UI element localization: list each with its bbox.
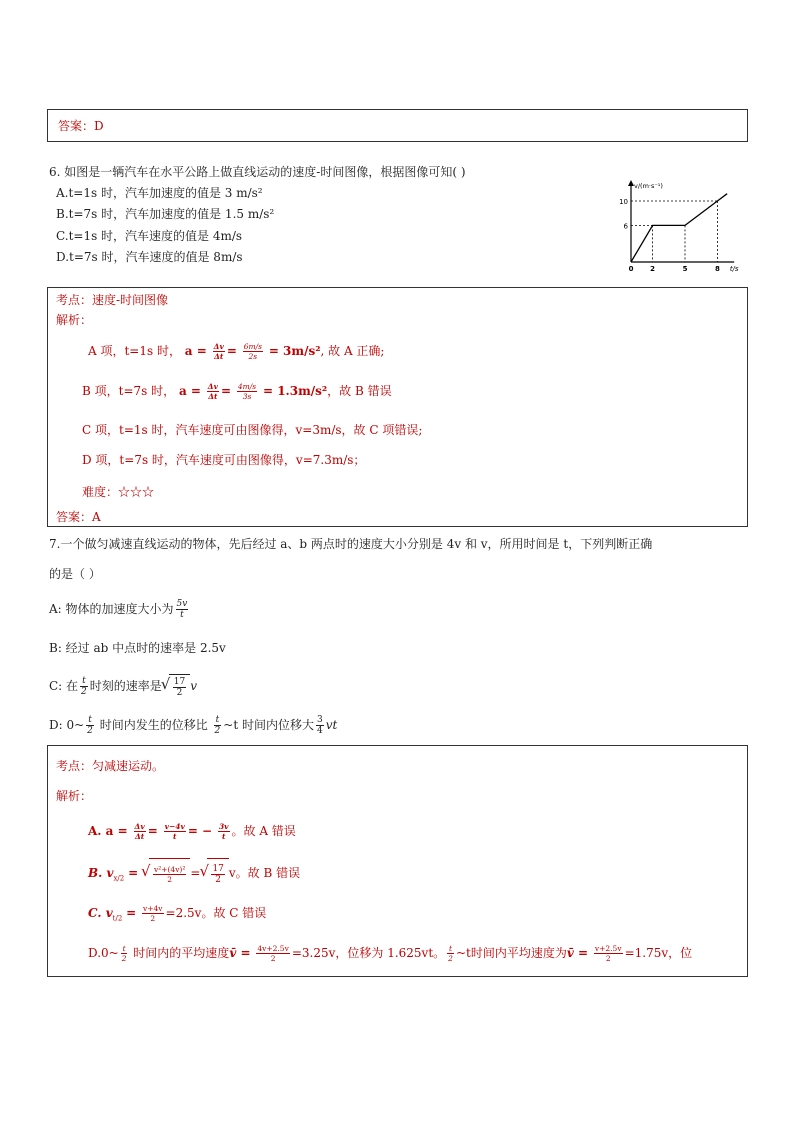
y-tick-label: 6 <box>623 222 628 231</box>
question-7-stem-line2: 的是（ ） <box>49 567 101 581</box>
analysis-b-suffix: ，故 B 错误 <box>327 384 392 398</box>
y-tick-label: 10 <box>619 198 628 206</box>
q6-option-a: A.t=1s 时，汽车加速度的值是 3 m/s² <box>56 186 263 200</box>
x-axis-label: t/s <box>729 265 739 273</box>
analysis-a: A 项，t=1s 时， a = $\frac{\Delta v}{\Delta t}$ = $\frac{6m/s}{2s}$ = 3m/s², 故 A 正确; <box>88 342 385 361</box>
fraction-6-2: $\frac{6m/s}{2s}$ <box>243 342 262 361</box>
q7-option-b: B: 经过 ab 中点时的速率是 2.5v <box>49 641 226 655</box>
question-6-stem: 6. 如图是一辆汽车在水平公路上做直线运动的速度-时间图像，根据图像可知( ) <box>49 165 466 179</box>
q6-option-b: B.t=7s 时，汽车加速度的值是 1.5 m/s² <box>56 207 275 221</box>
analysis-b: B. $v_{x/2}$ = √ $\frac{\text{v²+(4v)²}}{2}$ = √ $\frac{17}{2}$ v。故 B 错误 <box>88 858 300 893</box>
q7-option-d: D: 0~ $\frac{t}{2}$ 时间内发生的位移比 $\frac{t}{2}$ ~t 时间内位移大 $\frac{3}{4}$ vt <box>49 715 338 736</box>
analysis-b-result: = 1.3m/s² <box>262 384 328 398</box>
q7-option-c: C: 在 $\frac{t}{2}$ 时刻的速率是 √ $\frac{17}{2}$ v <box>49 674 197 699</box>
fraction-dv-dt: $\frac{\Delta v}{\Delta t}$ <box>213 342 224 361</box>
analysis-b-lhs: a = <box>178 384 201 398</box>
analysis-d: D.0~ $\frac{t}{2}$ 时间内的平均速度v̄ = $\frac{4v+2.5v}{2}$ =3.25v，位移为 1.625vt。 $\frac{t}{2}$ ~t时间内平均速度为v̄ = $\frac{v+2.5v}{2}$ =1.75v，位 <box>88 944 693 963</box>
kaodian: 考点：匀减速运动。 <box>56 759 165 773</box>
answer-text: 答案：A <box>56 510 101 524</box>
x-tick-label: 5 <box>682 265 688 273</box>
q6-option-c: C.t=1s 时，汽车速度的值是 4m/s <box>56 229 243 243</box>
analysis-c: C. $v_{t/2}$ = $\frac{v+4v}{2}$ =2.5v。故 C 错误 <box>88 904 267 923</box>
analysis-box-q6 <box>47 287 748 527</box>
jiexi: 解析： <box>56 789 93 803</box>
answer-text: 答案：D <box>58 119 104 133</box>
fraction-dv-dt-b: $\frac{\Delta v}{\Delta t}$ <box>207 382 218 401</box>
x-tick-label: 8 <box>714 265 720 273</box>
analysis-a-lhs: a = <box>184 344 207 358</box>
q7-option-a: A: 物体的加速度大小为 $\frac{5v}{t}$ <box>49 599 188 620</box>
fraction-4-3: $\frac{4m/s}{3s}$ <box>237 382 257 401</box>
analysis-b: B 项，t=7s 时， a = $\frac{\Delta v}{\Delta t}$ = $\frac{4m/s}{3s}$ = 1.3m/s²，故 B 错误 <box>82 382 392 401</box>
analysis-a-prefix: A 项，t=1s 时， <box>88 344 181 358</box>
x-tick-label: 0 <box>628 265 634 273</box>
answer-box-q5 <box>47 109 748 142</box>
difficulty: 难度：☆☆☆ <box>82 485 155 499</box>
analysis-a-suffix: , 故 A 正确; <box>320 344 385 358</box>
analysis-b-prefix: B 项，t=7s 时， <box>82 384 176 398</box>
q6-option-d: D.t=7s 时，汽车速度的值是 8m/s <box>56 250 243 264</box>
analysis-d: D 项，t=7s 时，汽车速度可由图像得，v=7.3m/s； <box>82 453 366 467</box>
kaodian: 考点：速度-时间图像 <box>56 293 169 307</box>
velocity-time-chart <box>617 178 747 274</box>
analysis-box-q7 <box>47 745 748 977</box>
analysis-a-result: = 3m/s² <box>268 344 321 358</box>
question-7-stem-line1: 7.一个做匀减速直线运动的物体，先后经过 a、b 两点时的速度大小分别是 4v 和 v，所用时间是 t，下列判断正确 <box>49 537 653 551</box>
y-axis-label: v/(m·s⁻¹) <box>634 182 663 190</box>
analysis-a: A. a = $\frac{\Delta v}{\Delta t}$ = $\frac{v-4v}{t}$ = − $\frac{3v}{t}$ 。故 A 错误 <box>88 822 296 841</box>
velocity-line <box>631 194 727 262</box>
analysis-c: C 项，t=1s 时，汽车速度可由图像得，v=3m/s，故 C 项错误; <box>82 423 423 437</box>
x-tick-label: 2 <box>650 265 656 273</box>
jiexi: 解析： <box>56 313 93 327</box>
